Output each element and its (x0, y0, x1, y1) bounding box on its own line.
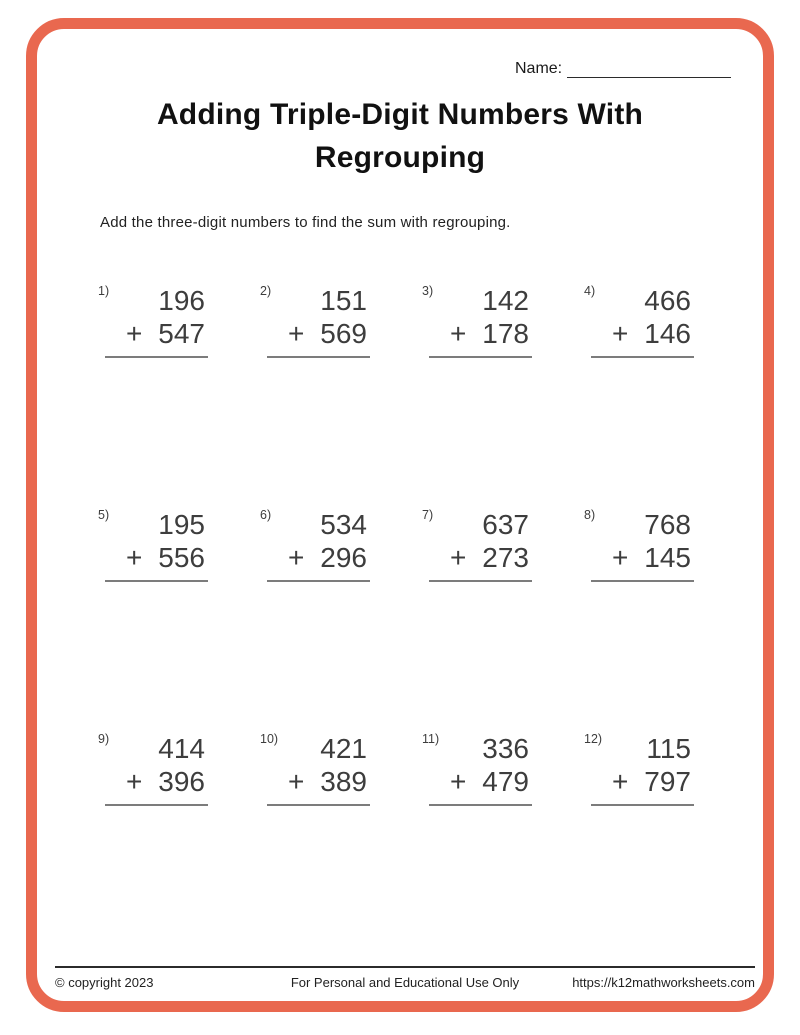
footer-url: https://k12mathworksheets.com (572, 975, 755, 990)
answer-line (267, 580, 370, 582)
addend-bottom: 178 (482, 318, 529, 349)
addend-bottom: 273 (482, 542, 529, 573)
addend-top: 196 (158, 285, 205, 316)
problem-number-label: 7) (422, 508, 434, 522)
addend-top: 637 (482, 509, 529, 540)
problem-box (429, 729, 532, 806)
problem-box (267, 729, 370, 806)
problem-box (591, 505, 694, 582)
answer-line (105, 356, 208, 358)
answer-line (591, 356, 694, 358)
problem-10 (260, 729, 422, 953)
addend-bottom: 547 (158, 318, 205, 349)
plus-operator: + (126, 542, 143, 573)
problem-number-label: 5) (98, 508, 110, 522)
problem-box (267, 505, 370, 582)
problem-8 (584, 505, 746, 729)
name-label: Name: (515, 60, 563, 77)
problem-box (105, 729, 208, 806)
addend-bottom: 296 (320, 542, 367, 573)
problem-number-label: 2) (260, 284, 272, 298)
problem-number-label: 1) (98, 284, 110, 298)
plus-operator: + (612, 318, 629, 349)
addend-bottom-row (591, 765, 694, 799)
problem-number-label: 10) (260, 732, 279, 746)
answer-line (267, 356, 370, 358)
answer-line (429, 356, 532, 358)
problem-box (105, 281, 208, 358)
addend-bottom: 146 (644, 318, 691, 349)
problem-4 (584, 281, 746, 505)
addend-bottom-row (105, 541, 208, 575)
addend-top: 466 (644, 285, 691, 316)
answer-line (591, 580, 694, 582)
plus-operator: + (450, 542, 467, 573)
problem-number-label: 8) (584, 508, 596, 522)
addend-top: 336 (482, 733, 529, 764)
answer-line (429, 804, 532, 806)
plus-operator: + (288, 766, 305, 797)
problem-2 (260, 281, 422, 505)
page-title: Adding Triple-Digit Numbers With Regrouping (156, 98, 644, 174)
plus-operator: + (288, 542, 305, 573)
problem-box (429, 505, 532, 582)
addend-top: 151 (320, 285, 367, 316)
addend-top: 115 (646, 733, 691, 764)
problem-12 (584, 729, 746, 953)
addend-bottom: 569 (320, 318, 367, 349)
problem-9 (98, 729, 260, 953)
answer-line (429, 580, 532, 582)
problem-box (591, 281, 694, 358)
addend-bottom: 479 (482, 766, 529, 797)
answer-line (105, 580, 208, 582)
problem-number-label: 12) (584, 732, 603, 746)
addend-bottom-row (267, 541, 370, 575)
problems-grid (98, 281, 746, 953)
footer-usage-text: For Personal and Educational Use Only (290, 975, 520, 990)
addend-top: 768 (644, 509, 691, 540)
addend-bottom-row (429, 765, 532, 799)
plus-operator: + (612, 542, 629, 573)
plus-operator: + (288, 318, 305, 349)
addend-top: 414 (158, 733, 205, 764)
problem-box (429, 281, 532, 358)
answer-line (267, 804, 370, 806)
addend-bottom-row (105, 765, 208, 799)
answer-line (591, 804, 694, 806)
problem-box (591, 729, 694, 806)
addend-bottom: 389 (320, 766, 367, 797)
addend-bottom-row (105, 317, 208, 351)
problem-number-label: 3) (422, 284, 434, 298)
footer (55, 966, 755, 996)
problem-6 (260, 505, 422, 729)
addend-bottom-row (429, 541, 532, 575)
footer-copyright: © copyright 2023 (55, 975, 154, 990)
addend-bottom-row (267, 317, 370, 351)
addend-bottom: 556 (158, 542, 205, 573)
addend-top: 534 (320, 509, 367, 540)
addend-top: 421 (320, 733, 367, 764)
problem-number-label: 11) (422, 732, 440, 746)
problem-3 (422, 281, 584, 505)
addend-bottom-row (591, 541, 694, 575)
name-row (515, 58, 731, 78)
addend-bottom-row (429, 317, 532, 351)
plus-operator: + (612, 766, 629, 797)
problem-11 (422, 729, 584, 953)
addend-bottom: 797 (644, 766, 691, 797)
answer-line (105, 804, 208, 806)
addend-top: 142 (482, 285, 529, 316)
name-fill-line (567, 58, 731, 78)
addend-bottom-row (591, 317, 694, 351)
problem-number-label: 4) (584, 284, 596, 298)
problem-7 (422, 505, 584, 729)
plus-operator: + (126, 766, 143, 797)
problem-box (105, 505, 208, 582)
plus-operator: + (126, 318, 143, 349)
addend-bottom-row (267, 765, 370, 799)
problem-box (267, 281, 370, 358)
problem-5 (98, 505, 260, 729)
addend-bottom: 145 (644, 542, 691, 573)
problem-number-label: 9) (98, 732, 110, 746)
addend-bottom: 396 (158, 766, 205, 797)
addend-top: 195 (158, 509, 205, 540)
instructions-text: Add the three-digit numbers to find the sum with regrouping. (100, 214, 511, 231)
plus-operator: + (450, 766, 467, 797)
plus-operator: + (450, 318, 467, 349)
problem-number-label: 6) (260, 508, 272, 522)
problem-1 (98, 281, 260, 505)
